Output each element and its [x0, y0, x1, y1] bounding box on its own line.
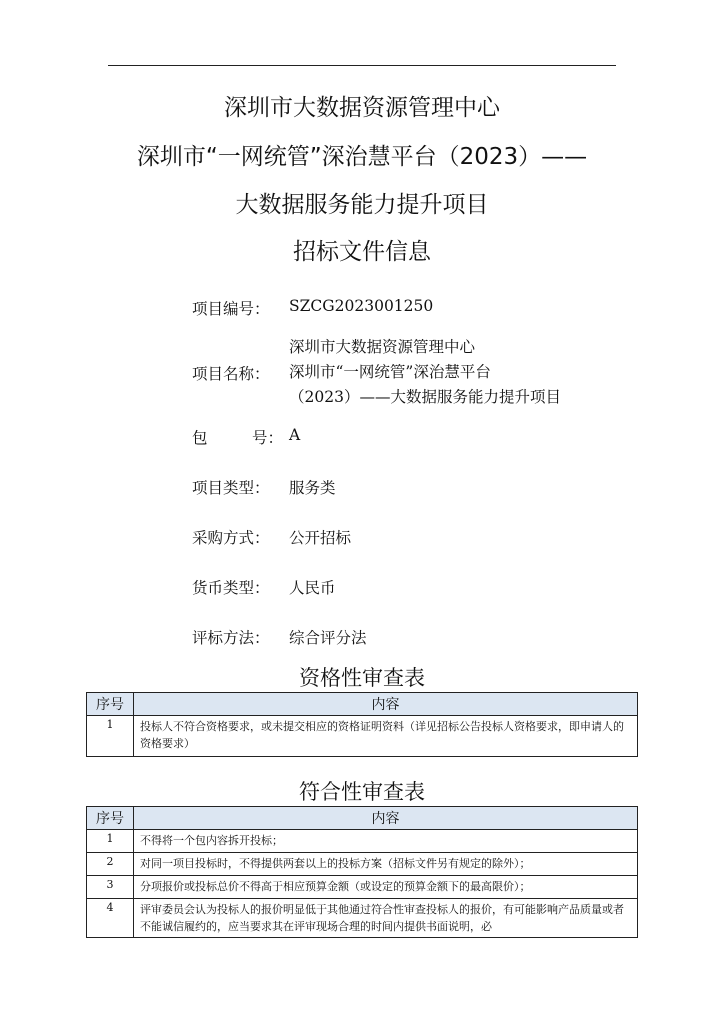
currency-label: 货币类型：: [192, 579, 270, 597]
row-content: 对同一项目投标时，不得提供两套以上的投标方案（招标文件另有规定的除外）；: [134, 853, 638, 876]
table-row: [87, 899, 638, 938]
project-name-label: 项目名称：: [192, 365, 270, 383]
compliance-table-title: 符合性审查表: [299, 780, 425, 804]
row-serial: 1: [87, 716, 134, 757]
row-serial: 2: [87, 853, 134, 876]
package-label-b: 号：: [252, 429, 284, 447]
table-row: [87, 876, 638, 899]
row-content: 投标人不符合资格要求，或未提交相应的资格证明资料（详见招标公告投标人资格要求，即申请人的资格要求）: [134, 716, 638, 757]
evaluation-method-value: 综合评分法: [289, 629, 367, 647]
qualification-table-title: 资格性审查表: [299, 666, 425, 690]
project-type-value: 服务类: [289, 479, 336, 497]
project-name-line-3: （2023）——大数据服务能力提升项目: [289, 388, 561, 406]
header-content: 内容: [134, 807, 638, 830]
header-content: 内容: [134, 693, 638, 716]
title-line-2: 深圳市“一网统管”深治慧平台（2023）——: [136, 144, 588, 170]
table-row: [87, 853, 638, 876]
project-name-line-2: 深圳市“一网统管”深治慧平台: [289, 363, 491, 381]
document-heading: 招标文件信息: [293, 239, 431, 265]
project-type-label: 项目类型：: [192, 479, 270, 497]
currency-value: 人民币: [289, 579, 336, 597]
project-code-label: 项目编号：: [192, 300, 270, 318]
title-line-3: 大数据服务能力提升项目: [235, 192, 489, 218]
row-serial: 4: [87, 899, 134, 938]
project-code-value: SZCG2023001250: [289, 297, 434, 315]
project-name-value: [289, 338, 561, 413]
evaluation-method-label: 评标方法：: [192, 629, 270, 647]
table-header-row: [87, 807, 638, 830]
header-rule: [108, 65, 616, 66]
table-row: [87, 830, 638, 853]
package-value: A: [289, 426, 301, 444]
qualification-table: [86, 692, 638, 757]
row-content: 不得将一个包内容拆开投标；: [134, 830, 638, 853]
row-serial: 3: [87, 876, 134, 899]
purchase-method-value: 公开招标: [289, 529, 352, 547]
package-label: [192, 426, 288, 448]
compliance-table: [86, 806, 638, 938]
package-label-a: 包: [192, 429, 208, 447]
table-row: [87, 716, 638, 757]
table-header-row: [87, 693, 638, 716]
purchase-method-label: 采购方式：: [192, 529, 270, 547]
row-serial: 1: [87, 830, 134, 853]
row-content: 分项报价或投标总价不得高于相应预算金额（或设定的预算金额下的最高限价）；: [134, 876, 638, 899]
title-line-1: 深圳市大数据资源管理中心: [224, 95, 500, 121]
project-name-line-1: 深圳市大数据资源管理中心: [289, 338, 476, 356]
header-serial: 序号: [87, 807, 134, 830]
row-content: 评审委员会认为投标人的报价明显低于其他通过符合性审查投标人的报价，有可能影响产品质量或者不能诚信履约的，应当要求其在评审现场合理的时间内提供书面说明，必: [134, 899, 638, 938]
header-serial: 序号: [87, 693, 134, 716]
